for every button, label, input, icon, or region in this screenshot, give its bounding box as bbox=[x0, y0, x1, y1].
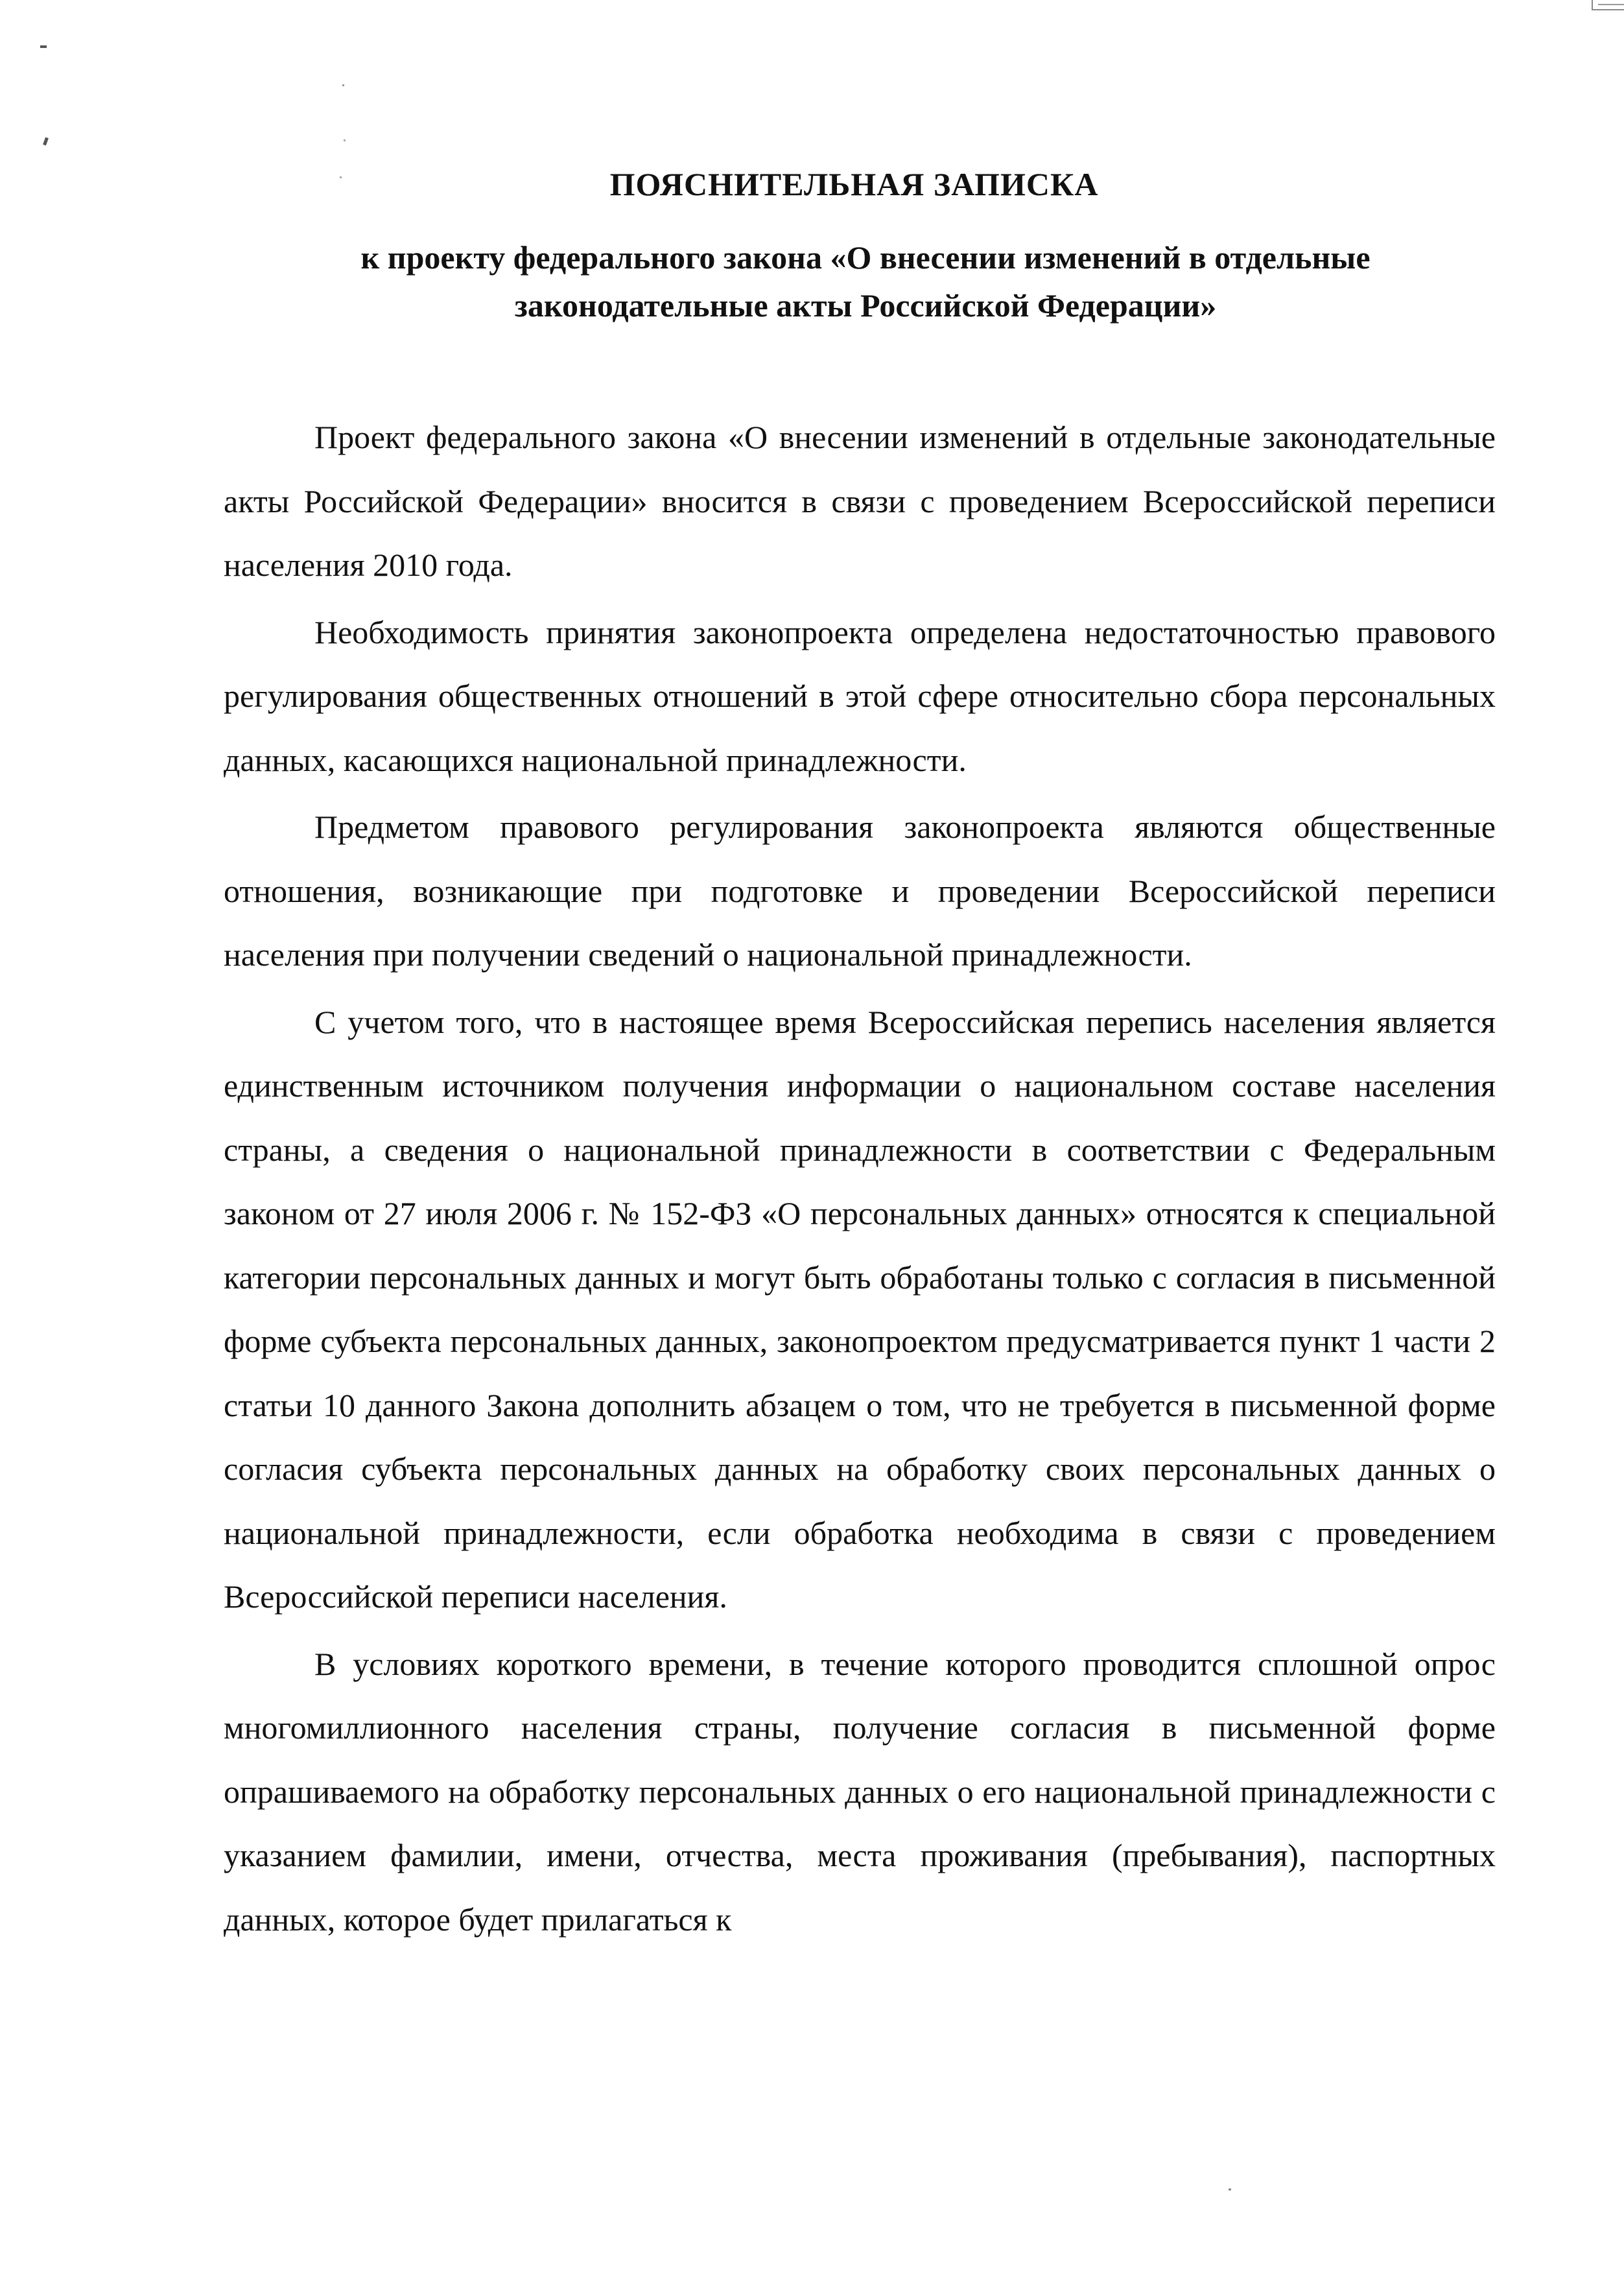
document-subtitle: к проекту федерального закона «О внесении изменений в отдельные законодательные акты Российской Федерации» bbox=[360, 239, 1371, 324]
scan-speck bbox=[342, 84, 344, 86]
paragraph: В условиях короткого времени, в течение которого проводится сплошной опрос многомиллионного населения страны, получение согласия в письменной форме опрашиваемого на обработку персональных данных о его национальной принадлежности с указанием фамилии, имени, отчества, места проживания (пребывания), паспортных данных, которое будет прилагаться к bbox=[224, 1645, 1496, 1938]
scan-corner-lines bbox=[1592, 0, 1624, 10]
document-body bbox=[224, 405, 1496, 1954]
paragraph: Предметом правового регулирования законопроекта являются общественные отношения, возникающие при подготовке и проведении Всероссийской переписи населения при получении сведений о национальной принадлежности. bbox=[224, 809, 1496, 973]
scan-speck bbox=[43, 137, 49, 146]
scan-speck bbox=[40, 45, 47, 48]
document-title: ПОЯСНИТЕЛЬНАЯ ЗАПИСКА bbox=[609, 166, 1099, 202]
paragraph: С учетом того, что в настоящее время Всероссийская перепись населения является единственным источником получения информации о национальном составе населения страны, а сведения о национальной принадлежности в соответствии с Федеральным законом от 27 июля 2006 г. № 152-ФЗ «О персональных данных» относятся к специальной категории персональных данных и могут быть обработаны только с согласия в письменной форме субъекта персональных данных, законопроектом предусматривается пункт 1 части 2 статьи 10 данного Закона дополнить абзацем о том, что не требуется в письменной форме согласия субъекта персональных данных на обработку своих персональных данных о национальной принадлежности, если обработка необходима в связи с проведением Всероссийской переписи населения. bbox=[224, 1003, 1496, 1615]
scan-speck bbox=[344, 139, 346, 141]
scan-speck bbox=[1229, 2189, 1231, 2190]
paragraph: Проект федерального закона «О внесении изменений в отдельные законодательные акты Российской Федерации» вносится в связи с проведением Всероссийской переписи населения 2010 года. bbox=[224, 419, 1496, 583]
paragraph: Необходимость принятия законопроекта определена недостаточностью правового регулирования общественных отношений в этой сфере относительно сбора персональных данных, касающихся национальной принадлежности. bbox=[224, 613, 1496, 778]
